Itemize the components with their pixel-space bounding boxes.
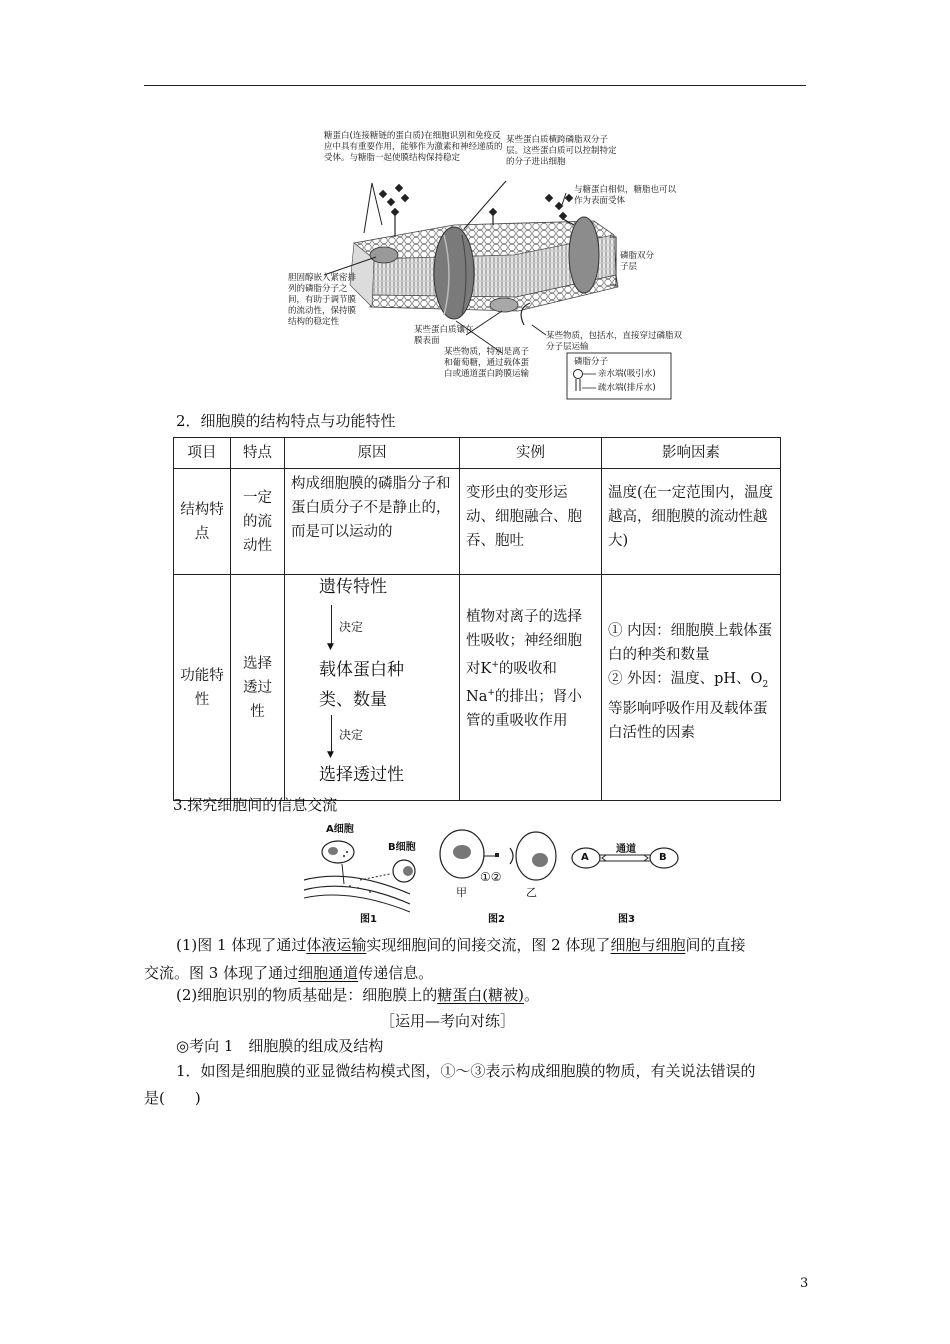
paragraph-1: (1)图 1 体现了通过体液运输实现细胞间的间接交流，图 2 体现了细胞与细胞间的直接 交流。图 3 体现了通过细胞通道传递信息。 bbox=[144, 936, 746, 982]
legend-head: 亲水端(吸引水) bbox=[598, 369, 656, 379]
cell-function-item: 功能特性 bbox=[174, 575, 231, 801]
cell-structure-example: 变形虫的变形运动、细胞融合、胞吞、胞吐 bbox=[460, 469, 602, 575]
fig2-label-yi: 乙 bbox=[526, 886, 537, 899]
fig1-label-a: A细胞 bbox=[326, 824, 354, 835]
flow-selective: 选择透过性 bbox=[319, 765, 404, 785]
flow-decide-1: 决定 bbox=[339, 620, 364, 634]
bilayer-label: 磷脂双分子层 bbox=[620, 251, 655, 272]
header-rule bbox=[144, 85, 806, 86]
cell-structure-item: 结构特点 bbox=[174, 469, 231, 575]
cell-structure-reason: 构成细胞膜的磷脂分子和蛋白质分子不是静止的，而是可以运动的 bbox=[285, 469, 460, 575]
header-factor: 影响因素 bbox=[602, 438, 781, 469]
fig3-b: B bbox=[659, 852, 667, 863]
cell-function-example: 植物对离子的选择性吸收；神经细胞对K+的吸收和Na+的排出；肾小管的重吸收作用 bbox=[460, 575, 602, 801]
membrane-figure bbox=[284, 125, 684, 400]
transmembrane-note: 某些蛋白质横跨磷脂双分子层。这些蛋白质可以控制特定的分子进出细胞 bbox=[506, 135, 617, 167]
table-row-function bbox=[174, 575, 781, 801]
fig1-label-b: B细胞 bbox=[388, 842, 416, 853]
fig2-label-jia: 甲 bbox=[456, 886, 467, 899]
flow-decide-2: 决定 bbox=[339, 728, 364, 742]
header-feature: 特点 bbox=[231, 438, 285, 469]
fig3-a: A bbox=[581, 852, 589, 863]
table-header-row bbox=[174, 438, 781, 469]
legend-title: 磷脂分子 bbox=[574, 357, 609, 367]
header-item: 项目 bbox=[174, 438, 231, 469]
header-reason: 原因 bbox=[285, 438, 460, 469]
flow-genetic: 遗传特性 bbox=[319, 577, 387, 597]
glycoprotein-note: 糖蛋白(连接糖链的蛋白质)在细胞识别和免疫反应中具有重要作用，能够作为激素和神经递质的受体。与糖脂一起使膜结构保持稳定 bbox=[324, 131, 503, 163]
paragraph-2: (2)细胞识别的物质基础是：细胞膜上的糖蛋白(糖被)。 bbox=[176, 986, 539, 1004]
cell-communication-figures bbox=[300, 818, 700, 928]
table-row-structure bbox=[174, 469, 781, 575]
section2-heading: 2．细胞膜的结构特点与功能特性 bbox=[176, 412, 396, 430]
cell-function-flow bbox=[285, 575, 460, 801]
section3-heading: 3.探究细胞间的信息交流 bbox=[173, 796, 338, 814]
cell-function-feature: 选择透过性 bbox=[231, 575, 285, 801]
flow-arrow-2 bbox=[331, 715, 332, 755]
legend-tail: 疏水端(排斥水) bbox=[598, 383, 656, 393]
header-example: 实例 bbox=[460, 438, 602, 469]
water-note: 某些物质，包括水，直接穿过磷脂双分子层运输 bbox=[546, 331, 683, 352]
fig3-caption: 图3 bbox=[618, 914, 635, 925]
surface-protein-note: 某些蛋白质镶在膜表面 bbox=[414, 325, 474, 346]
flow-arrowhead-1: ▼ bbox=[327, 642, 334, 652]
glycolipid-note: 与糖蛋白相似，糖脂也可以作为表面受体 bbox=[574, 185, 677, 206]
fig1-caption: 图1 bbox=[360, 914, 377, 925]
carrier-note: 某些物质，特别是离子和葡萄糖，通过载体蛋白或通道蛋白跨膜运输 bbox=[444, 347, 530, 379]
question-1: 1．如图是细胞膜的亚显微结构模式图，①～③表示构成细胞膜的物质，有关说法错误的 是( ) bbox=[144, 1062, 756, 1107]
cholesterol-note: 胆固醇嵌入紧密排列的磷脂分子之间，有助于调节膜的流动性，保持膜结构的稳定性 bbox=[288, 273, 357, 327]
flow-arrow-1 bbox=[331, 605, 332, 647]
topic-heading: ◎考向 1 细胞膜的组成及结构 bbox=[176, 1037, 384, 1055]
page-number: 3 bbox=[800, 1276, 809, 1291]
practice-heading: ［运用—考向对练］ bbox=[380, 1012, 516, 1030]
flow-carrier: 载体蛋白种类、数量 bbox=[319, 660, 404, 710]
cell-structure-factor: 温度(在一定范围内，温度越高，细胞膜的流动性越大) bbox=[602, 469, 781, 575]
flow-arrowhead-2: ▼ bbox=[327, 750, 334, 760]
membrane-properties-table bbox=[173, 437, 781, 801]
cell-structure-feature: 一定的流动性 bbox=[231, 469, 285, 575]
fig2-marks: ①② bbox=[480, 870, 502, 884]
cell-function-factor: ① 内因：细胞膜上载体蛋白的种类和数量 ② 外因：温度、pH、$O_2$等影响呼吸作用及载体蛋白活性的因素 bbox=[602, 575, 781, 801]
fig2-caption: 图2 bbox=[488, 914, 505, 925]
fig3-channel: 通道 bbox=[616, 844, 636, 855]
